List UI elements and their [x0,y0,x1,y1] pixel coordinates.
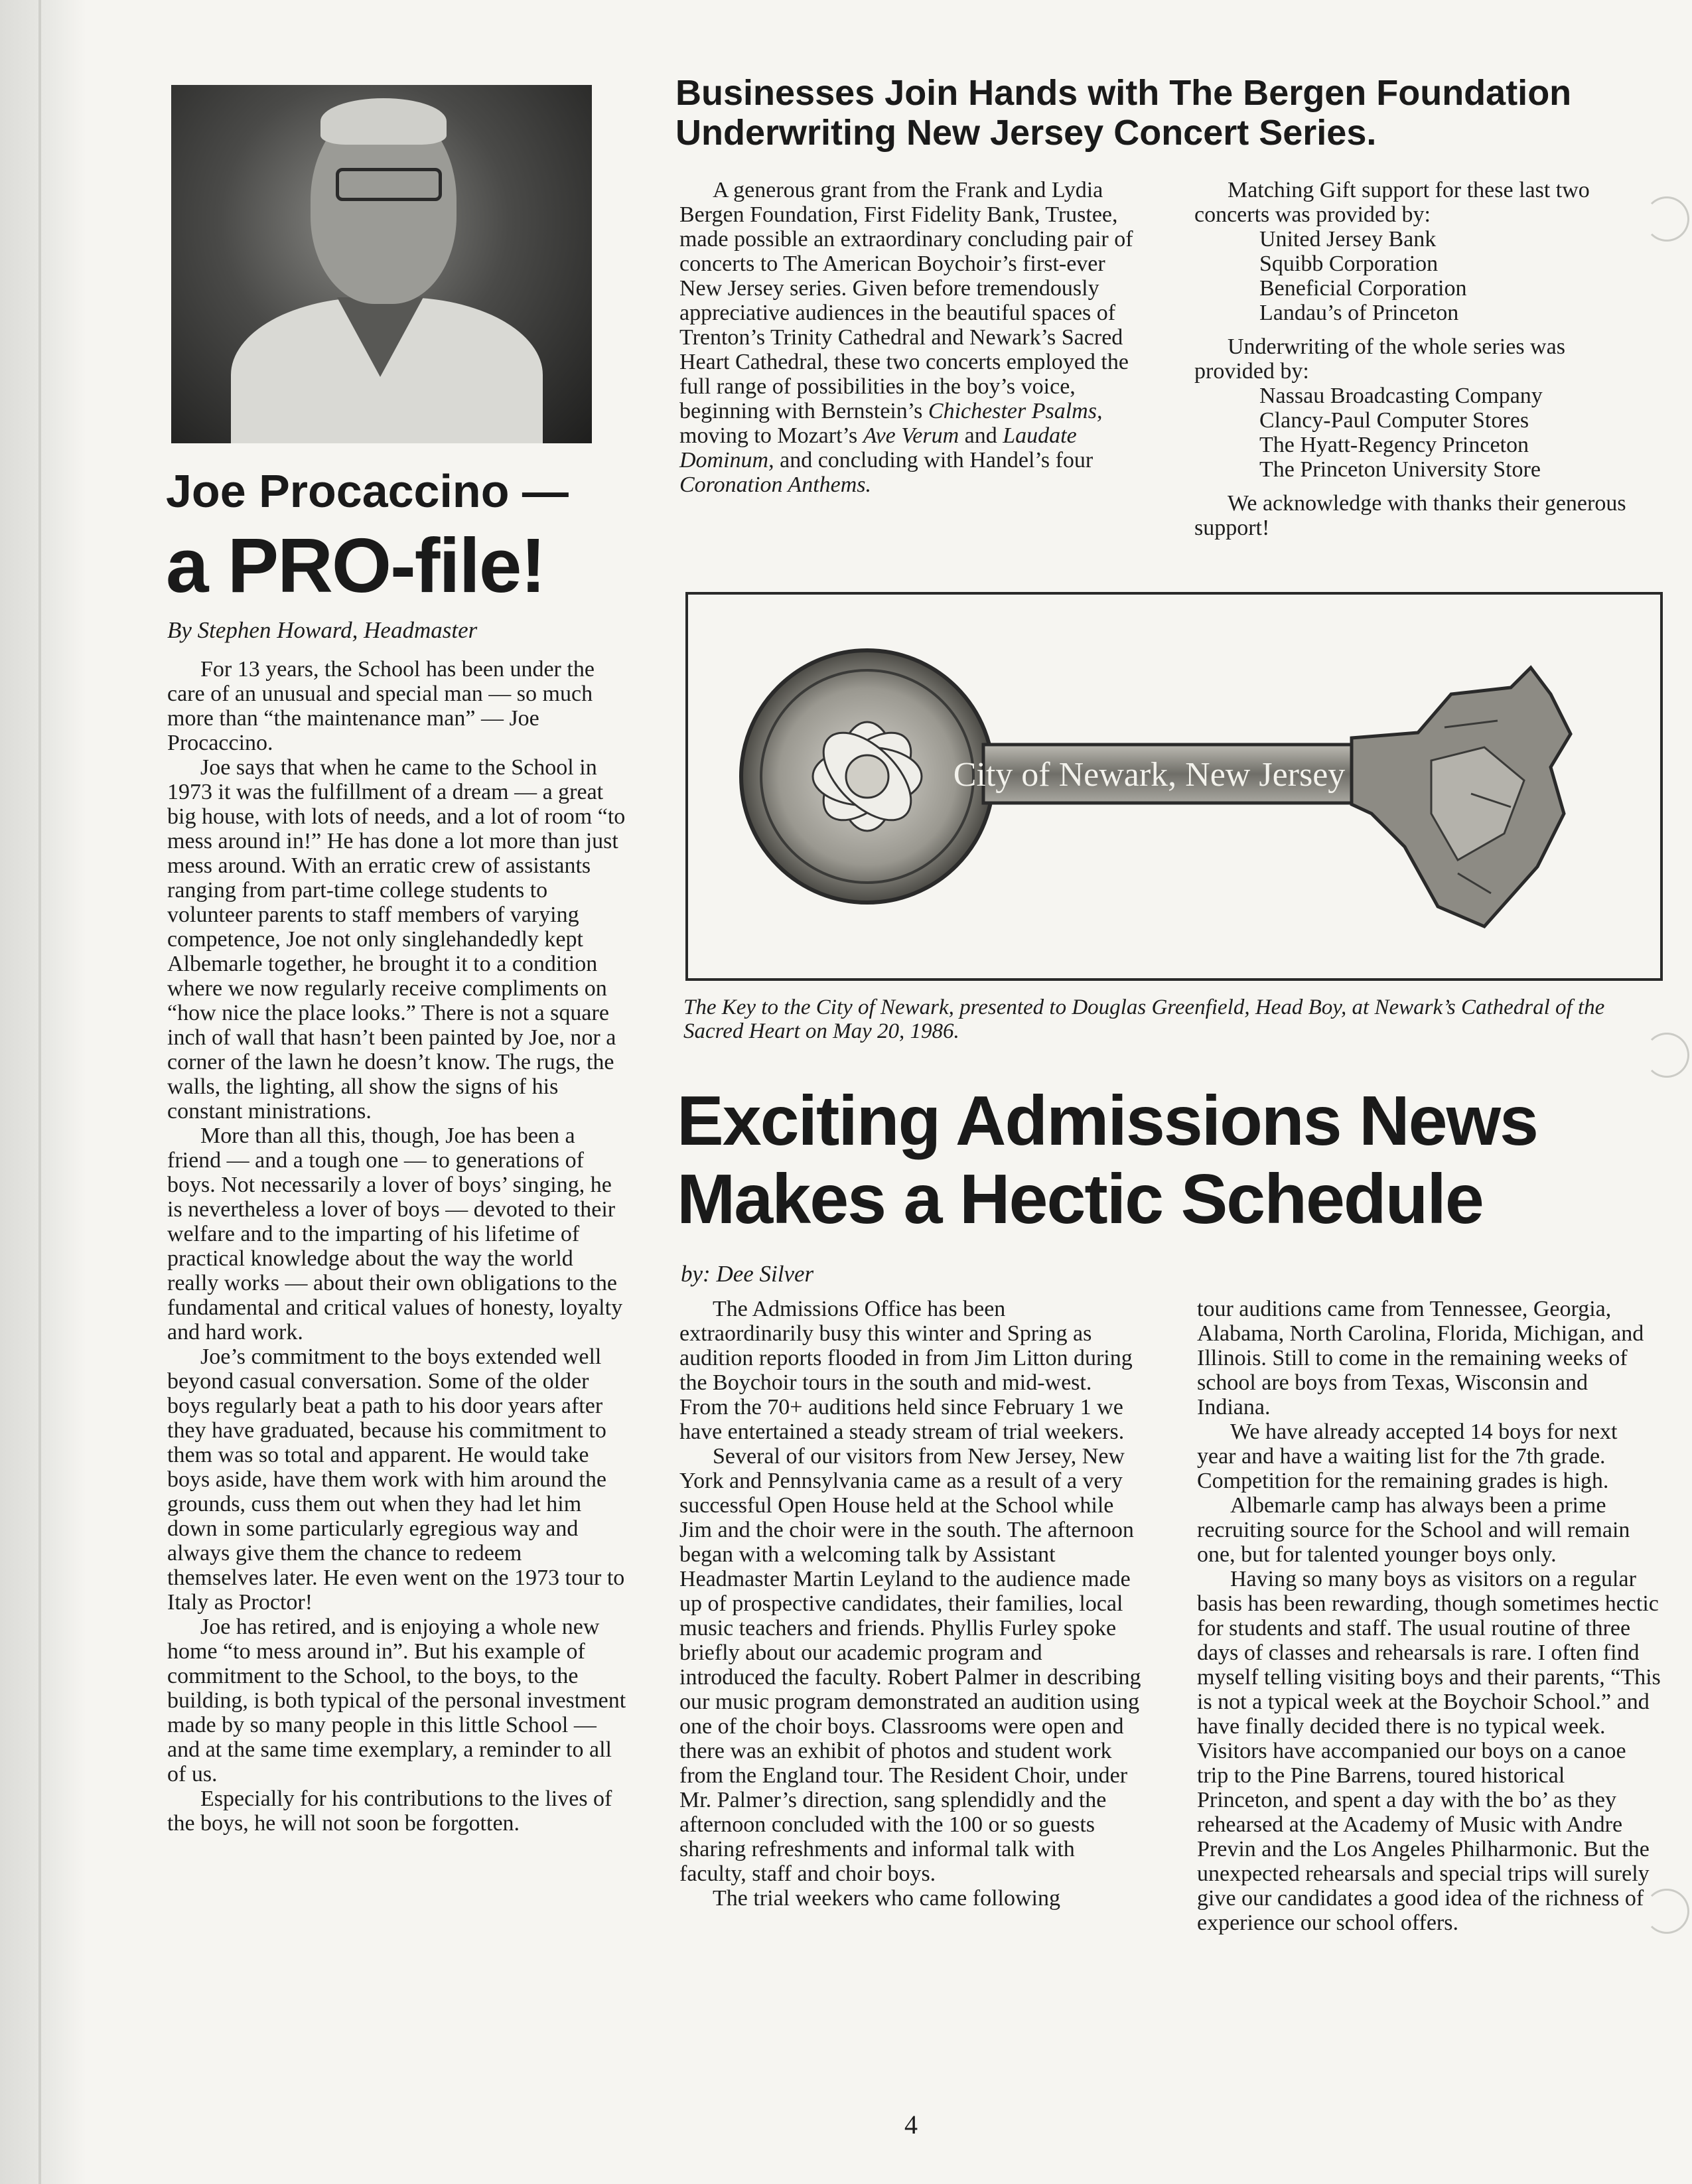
concert-col1 [679,178,1144,497]
admissions-headline-line2: Makes a Hectic Schedule [677,1160,1483,1238]
admissions-col2 [1197,1297,1661,1935]
profile-title-line2: a PRO-file! [166,522,545,609]
paragraph: For 13 years, the School has been under the care of an unusual and special man — so much more than “the maintenance man” — Joe Procaccino. [167,657,595,755]
paragraph: More than all this, though, Joe has been a friend — and a tough one — to generations of boys. Not necessarily a lover of boys’ singing, he is nevertheless a lover of boys — devoted to their welfare and to the imparting of his lifetime of practical knowledge about the way the world really works — about their own obligations to the fundamental and critical values of honesty, loyalty and hard work. [167,1124,623,1345]
paragraph: Joe says that when he came to the School in 1973 it was the fulfillment of a dream — a great big house, with lots of needs, and a lot of room “to mess around in!” He has done a lot more than just mess around. With an erratic crew of assistants ranging from part-time college students to volunteer parents to staff members of varying competence, Joe not only singlehandedly kept Albemarle together, he brought it to a condition where we now regularly receive compliments on “how nice the place looks.” There is not a square inch of wall that hasn’t been painted by Joe, nor a corner of the lawn he doesn’t know. The rugs, the walls, the lighting, all show the signs of his constant ministrations. [167,755,626,1124]
sponsor-item: Squibb Corporation [1259,252,1439,276]
page-number: 4 [904,2110,918,2140]
paragraph: Especially for his contributions to the lives of the boys, he will not soon be forgotten. [167,1786,612,1836]
admissions-headline [677,1082,1672,1238]
concert-closing: We acknowledge with thanks their generous support! [1194,491,1626,540]
paragraph: Albemarle camp has always been a prime recruiting source for the School and will remain one, but for talented younger boys only. [1197,1493,1630,1567]
paragraph: We have already accepted 14 boys for next year and have a waiting list for the 7th grade. Competition for the remaining grades is high. [1197,1420,1618,1493]
sponsor-item: Landau’s of Princeton [1259,301,1459,325]
key-image-caption: The Key to the City of Newark, presented to Douglas Greenfield, Head Boy, at Newark’s Cathedral of the Sacred Heart on May 20, 1986. [683,995,1605,1043]
sponsor-item: The Hyatt-Regency Princeton [1259,433,1529,457]
profile-byline: By Stephen Howard, Headmaster [167,617,478,643]
paragraph: The trial weekers who came following [713,1886,1060,1911]
paragraph: tour auditions came from Tennessee, Georgia, Alabama, North Carolina, Florida, Michigan, and Illinois. Still to come in the remaining weeks of school are boys from Texas, Wisconsin and Indiana. [1197,1297,1644,1420]
sponsor-item: The Princeton University Store [1259,457,1541,482]
admissions-byline: by: Dee Silver [681,1261,814,1287]
sponsor-item: Beneficial Corporation [1259,276,1467,301]
paragraph: Having so many boys as visitors on a regular basis has been rewarding, though sometimes hectic for students and staff. The usual routine of three days of classes and rehearsals is rare. I often find myself telling visiting boys and their parents, “This is not a typical week at the Boychoir School.” and have finally decided there is no typical week. Visitors have accompanied our boys on a canoe trip to the Pine Barrens, toured historical Princeton, and spent a day with the bo’ as they rehearsed at the Academy of Music with Andre Previn and the Los Angeles Philharmonic. But the unexpected rehearsals and special trips will surely give our candidates a good idea of the richness of experience our school offers. [1197,1567,1661,1935]
underwriting-sponsor-list [1194,384,1632,482]
profile-title-line1: Joe Procaccino — [166,465,569,517]
paragraph: The Admissions Office has been extraordinarily busy this winter and Spring as audition reports flooded in from Jim Litton during the Boychoir tours in the south and mid-west. From the 70+ auditions held since February 1 we have entertained a steady stream of trial weekers. [679,1297,1133,1444]
sponsor-item: Nassau Broadcasting Company [1259,384,1543,408]
sponsor-item: Clancy-Paul Computer Stores [1259,408,1529,433]
matching-sponsor-list [1194,227,1632,325]
paragraph: Several of our visitors from New Jersey, New York and Pennsylvania came as a result of a very successful Open House held at the School while Jim and the choir were in the south. The afternoon began with a welcoming talk by Assistant Headmaster Martin Leyland to the audience made up of prospective candidates, their families, local music teachers and friends. Phyllis Furley spoke briefly about our academic program and introduced the faculty. Robert Palmer in describing our music program demonstrated an audition using one of the choir boys. Classrooms were open and there was an exhibit of photos and student work from the England tour. The Resident Choir, under Mr. Palmer’s direction, sang splendidly and the afternoon concluded with the 100 or so guests sharing refreshments and informal talk with faculty, staff and choir boys. [679,1444,1141,1886]
key-to-city-image [688,595,1660,978]
binder-hole-mark [1644,196,1689,242]
work-title: Chichester Psalms, [928,399,1103,423]
key-inscription: City of Newark, New Jersey [953,756,1346,794]
binder-hole-mark [1644,1033,1689,1078]
portrait-photo [171,85,592,443]
work-title: Laudate Dominum, [679,423,1077,473]
sponsor-item: United Jersey Bank [1259,227,1437,252]
fold-crease [38,0,41,2184]
paragraph: Joe has retired, and is enjoying a whole new home “to mess around in”. But his example of commitment to the School, to the boys, to the building, is both typical of the personal investment made by so many people in this little School — and at the same time exemplary, a reminder to all of us. [167,1615,626,1786]
matching-intro: Matching Gift support for these last two concerts was provided by: [1194,178,1590,227]
admissions-col1 [679,1297,1144,1911]
underwriting-intro: Underwriting of the whole series was provided by: [1194,334,1565,384]
binding-shadow [0,0,86,2184]
work-title: Coronation Anthems. [679,473,872,497]
paragraph: A generous grant from the Frank and Lydia Bergen Foundation, First Fidelity Bank, Trustee, made possible an extraordinary concluding pair of concerts to The American Boychoir’s first-ever New Jersey series. Given before tremendously appreciative audiences in the beautiful spaces of Trenton’s Trinity Cathedral and Newark’s Sacred Heart Cathedral, these two concerts employed the full range of possibilities in the boy’s voice, beginning with Bernstein’s Chichester Psalms, moving to Mozart’s Ave Verum and Laudate Dominum, and concluding with Handel’s four Coronation Anthems. [679,178,1133,497]
profile-body [167,657,626,1836]
key-image-frame [685,592,1663,981]
concert-col2 [1194,178,1632,540]
concert-headline [675,73,1671,153]
concert-headline-line2: Underwriting New Jersey Concert Series. [675,113,1377,153]
paragraph: Joe’s commitment to the boys extended well beyond casual conversation. Some of the older boys regularly beat a path to his door years after they have graduated, because his commitment to them was so total and apparent. He would take boys aside, have them work with him around the grounds, cuss them out when they had let him down in some particularly egregious way and always give them the chance to redeem themselves later. He even went on the 1973 tour to Italy as Proctor! [167,1345,625,1615]
concert-headline-line1: Businesses Join Hands with The Bergen Foundation [675,73,1572,113]
admissions-headline-line1: Exciting Admissions News [677,1082,1537,1160]
work-title: Ave Verum [863,423,959,448]
